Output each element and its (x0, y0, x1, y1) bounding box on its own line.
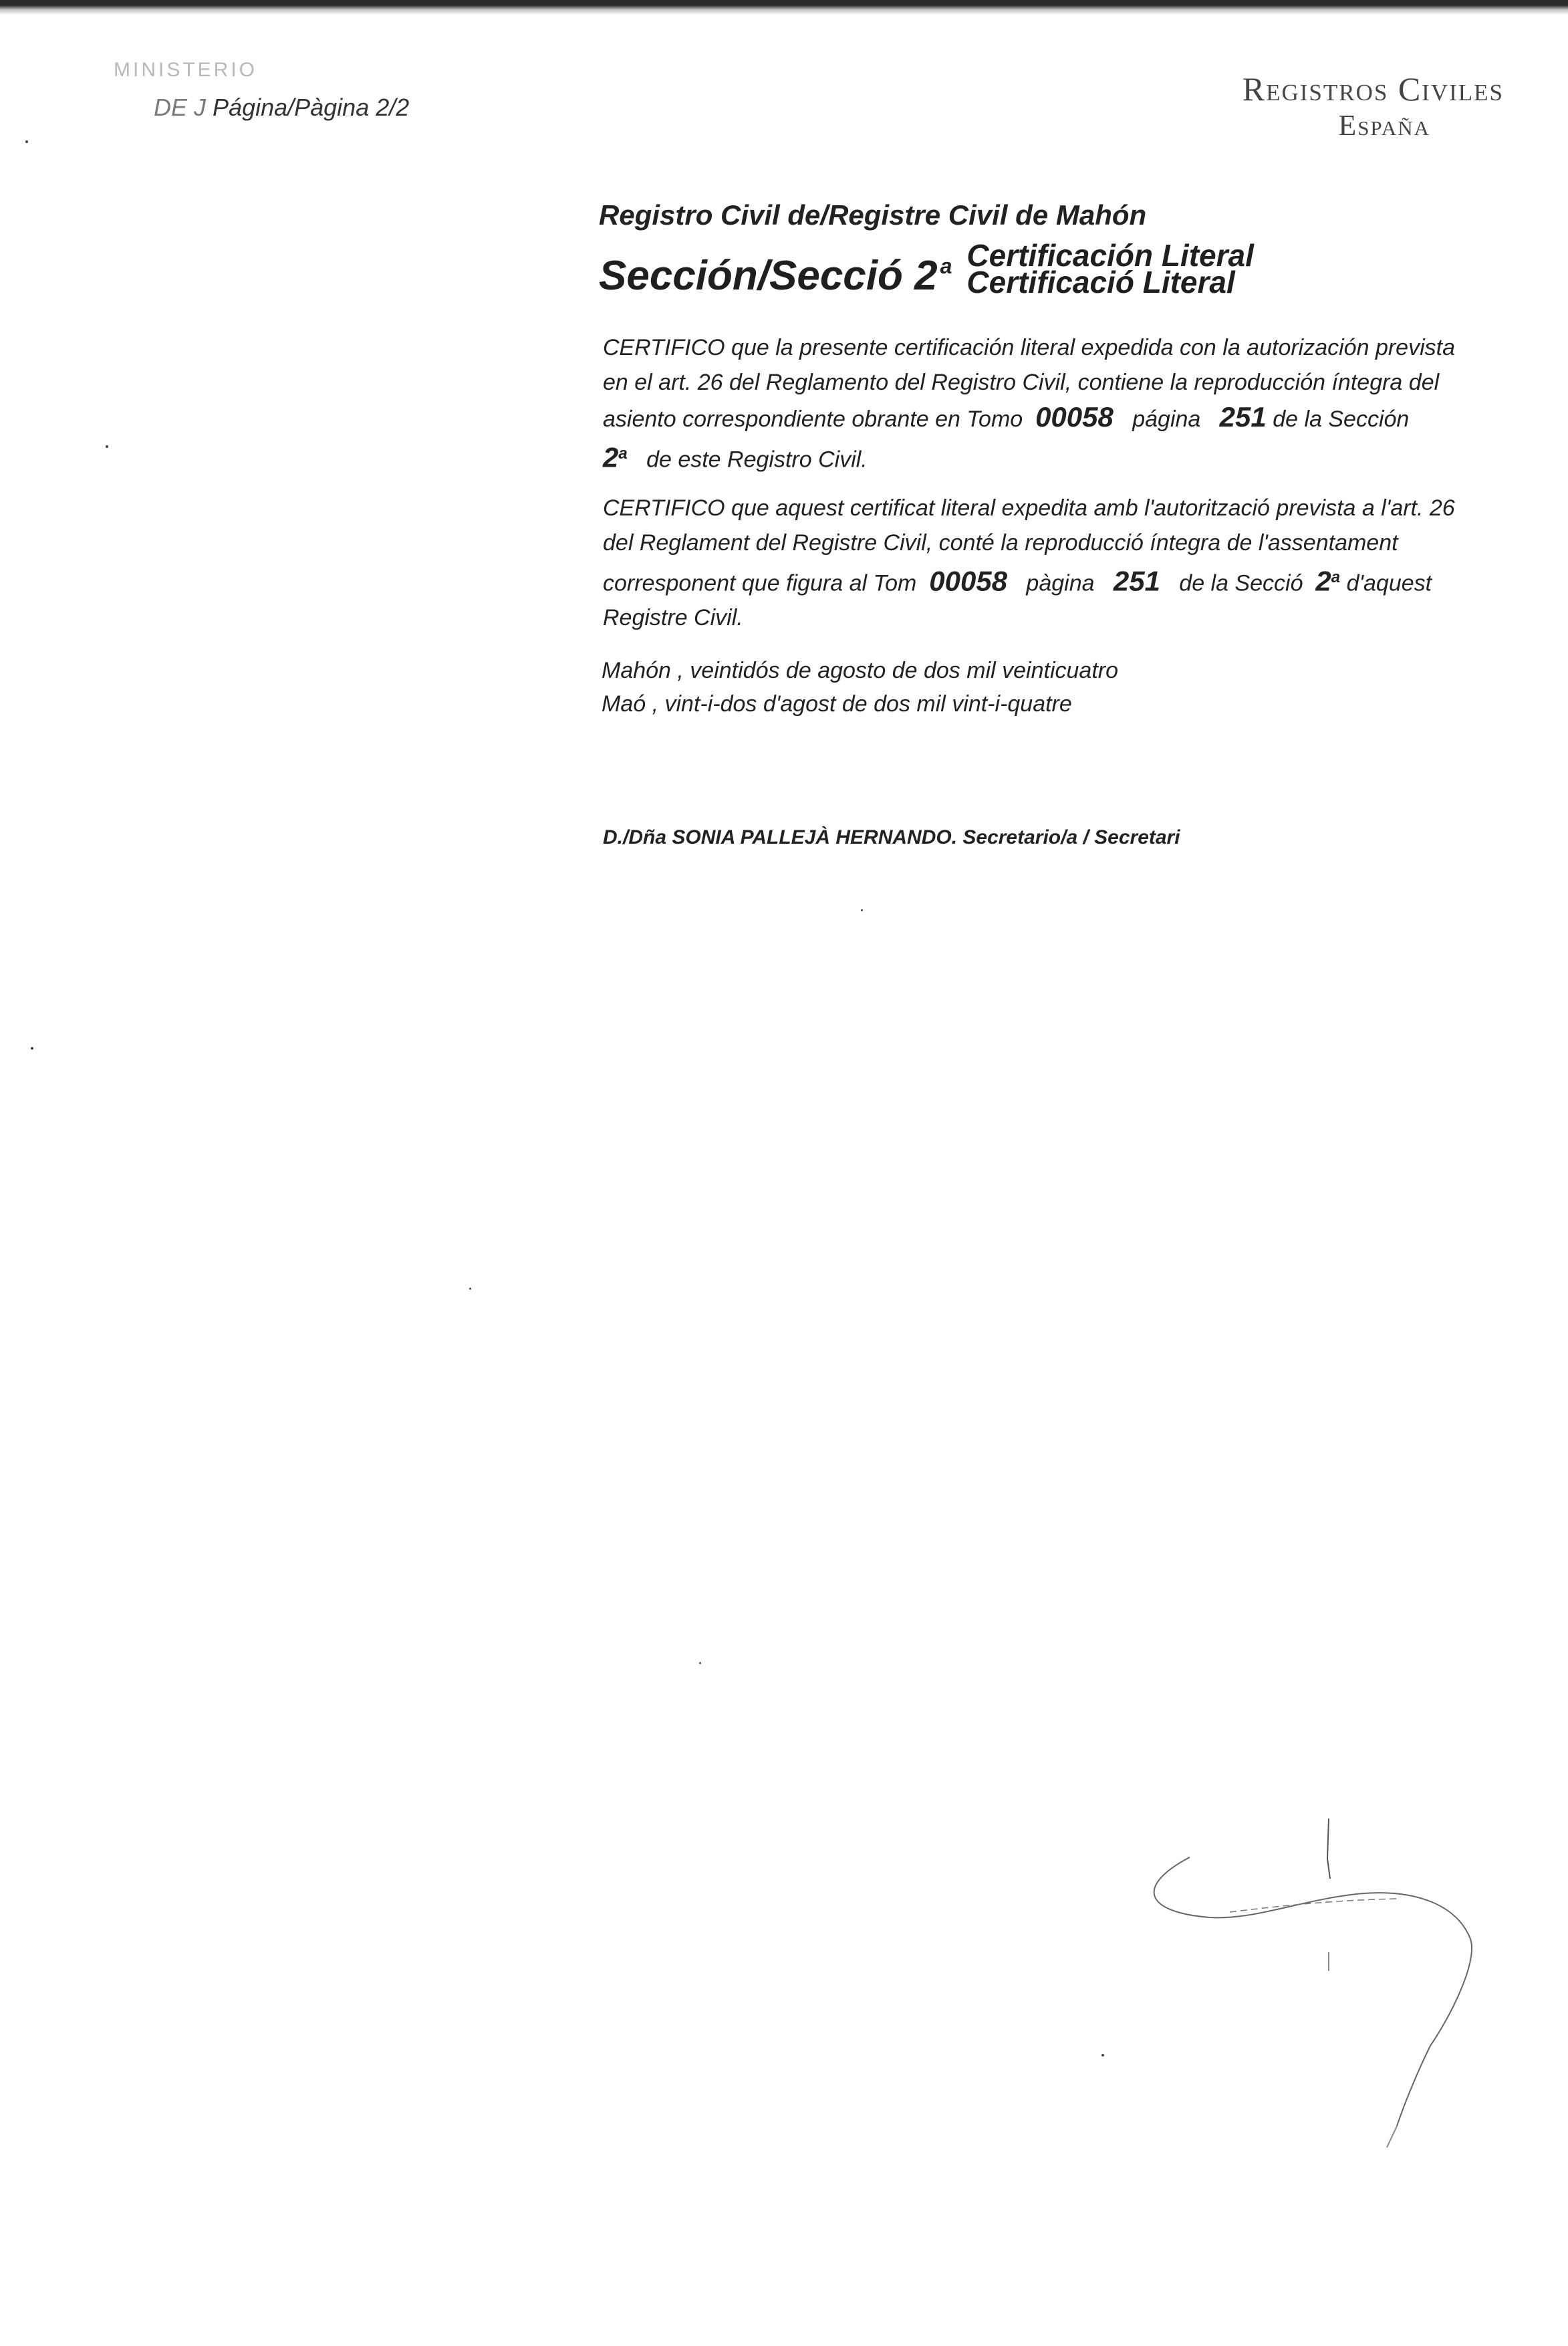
scan-speck (1101, 2054, 1104, 2057)
ministry-watermark: MINISTERIO (114, 59, 258, 81)
cert-type-es: Certificación Literal (966, 238, 1254, 273)
place-date-ca: Maó , vint-i-dos d'agost de dos mil vint-i-quatre (602, 691, 1072, 717)
ca-text1: CERTIFICO que aquest certificat literal expedita amb l'autorització prevista a l'art. 26 del Reglament del Registre Civil, conté la reproducció íntegra de l'assentament corresponent que figura al Tom (603, 495, 1455, 596)
es-text2: página (1132, 406, 1201, 432)
brand-line1: Registros Civiles (1242, 70, 1504, 108)
ca-text4: d'aquest Registre Civil. (603, 570, 1432, 631)
section-label (599, 255, 952, 297)
signature-stroke-arc (1154, 1857, 1472, 2126)
section-heading (599, 238, 1461, 300)
registry-brand (1243, 70, 1504, 142)
ca-seccio-sup: a (1331, 568, 1341, 586)
scan-speck (31, 1047, 33, 1050)
handwritten-signature (1083, 1805, 1497, 2180)
ca-text2: pàgina (1026, 570, 1095, 596)
ca-seccio: 2 (1315, 565, 1331, 597)
ca-text3: de la Secció (1179, 570, 1303, 596)
section-label-text: Sección/Secció 2 (599, 253, 938, 299)
es-pagina: 251 (1219, 401, 1267, 433)
page-indicator-label: Página/Pàgina (213, 94, 370, 121)
page-indicator-prefix: DE J (154, 94, 207, 121)
signature-stroke-tail (1387, 2126, 1397, 2147)
ca-tom: 00058 (929, 565, 1008, 597)
certification-paragraph-ca (603, 491, 1465, 635)
scan-speck (699, 1662, 701, 1664)
page-indicator (154, 94, 409, 122)
signatory-line: D./Dña SONIA PALLEJÀ HERNANDO. Secretario/a / Secretari (603, 826, 1180, 848)
es-text1: CERTIFICO que la presente certificación literal expedida con la autorización prevista en el art. 26 del Reglamento del Registro Civil, contiene la reproducción íntegra del asiento correspondiente obrante en Tomo (603, 335, 1455, 432)
scan-speck (25, 140, 28, 143)
certification-paragraph-es (603, 330, 1465, 477)
scan-speck (861, 909, 863, 911)
registry-heading: Registro Civil de/Registre Civil de Mahón (599, 199, 1147, 231)
es-seccion: 2 (603, 441, 619, 473)
page-number: 2/2 (376, 94, 410, 121)
es-seccion-sup: a (618, 445, 628, 463)
es-text3: de la Sección (1273, 406, 1410, 432)
es-text4: de este Registro Civil. (646, 447, 868, 473)
cert-type-ca: Certificació Literal (966, 265, 1235, 300)
brand-line2: España (1338, 109, 1430, 142)
signature-stroke-vertical (1327, 1819, 1330, 1879)
place-date-es: Mahón , veintidós de agosto de dos mil veinticuatro (602, 658, 1119, 683)
scan-top-edge (0, 0, 1568, 15)
es-tomo: 00058 (1035, 401, 1114, 433)
scan-speck (469, 1288, 471, 1290)
section-superscript: a (940, 254, 952, 278)
certificate-type (966, 238, 1254, 300)
scan-speck (106, 445, 108, 448)
ca-pagina: 251 (1113, 565, 1160, 597)
